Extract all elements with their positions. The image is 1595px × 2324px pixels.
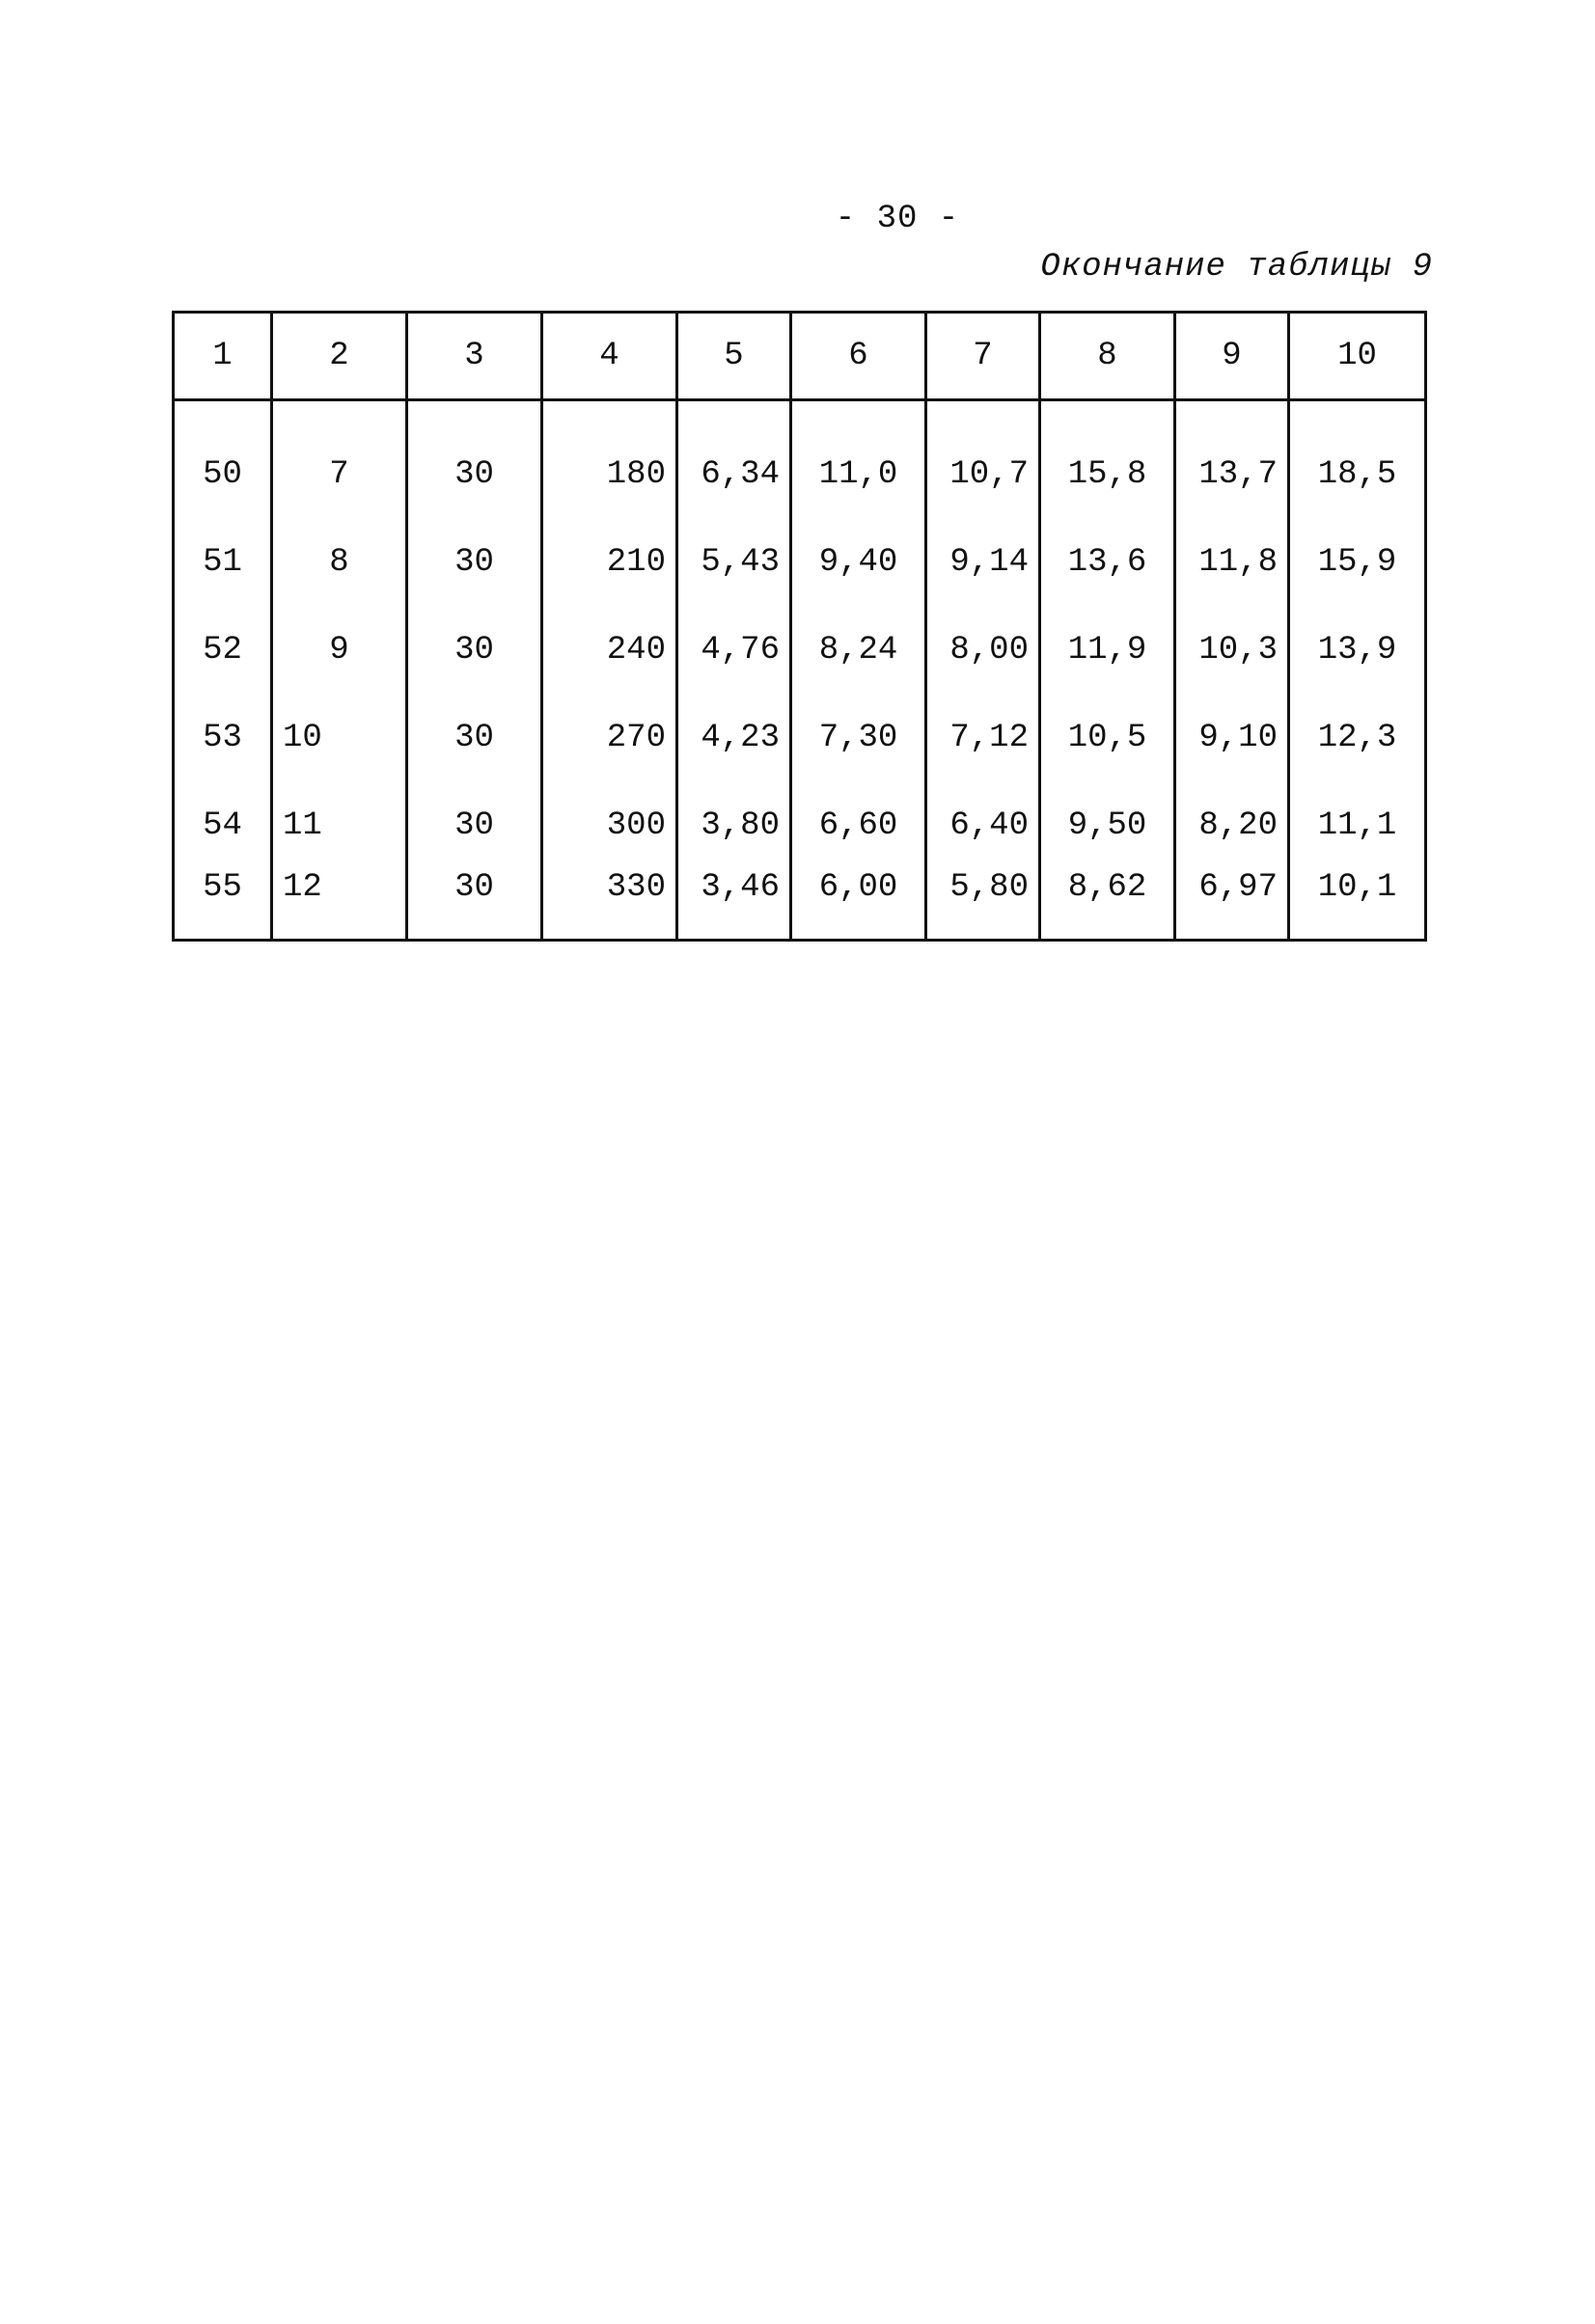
- column-header: 5: [677, 313, 791, 400]
- table-cell: 9: [272, 606, 407, 694]
- table-cell: 30: [407, 869, 542, 941]
- table-cell: 30: [407, 781, 542, 869]
- table-cell: 8,20: [1175, 781, 1289, 869]
- table-cell: 12: [272, 869, 407, 941]
- table-cell: 11,0: [791, 430, 926, 518]
- table-cell: 15,8: [1040, 430, 1175, 518]
- table-caption: Окончание таблицы 9: [1040, 249, 1433, 286]
- table-cell: 6,60: [791, 781, 926, 869]
- table-spacer-row: [174, 400, 1426, 431]
- table-cell: 300: [542, 781, 677, 869]
- table-cell: 30: [407, 430, 542, 518]
- table-cell: 6,34: [677, 430, 791, 518]
- table-cell: 210: [542, 518, 677, 606]
- table-cell: 10,5: [1040, 694, 1175, 781]
- page-number: - 30 -: [835, 201, 960, 237]
- table-row: [174, 694, 1426, 781]
- table-cell: 13,9: [1289, 606, 1426, 694]
- data-table: [172, 311, 1427, 942]
- table-cell: 7: [272, 430, 407, 518]
- table-cell: 51: [174, 518, 272, 606]
- table-cell: 10,7: [926, 430, 1040, 518]
- table-row: [174, 606, 1426, 694]
- table-cell: 8,24: [791, 606, 926, 694]
- table-cell: 30: [407, 694, 542, 781]
- column-header: 6: [791, 313, 926, 400]
- table-cell: 3,46: [677, 869, 791, 941]
- table-cell: 30: [407, 606, 542, 694]
- table-cell: 6,97: [1175, 869, 1289, 941]
- table-cell: 4,76: [677, 606, 791, 694]
- column-header: 8: [1040, 313, 1175, 400]
- table-cell: 9,40: [791, 518, 926, 606]
- table-cell: 8,62: [1040, 869, 1175, 941]
- table-container: [172, 311, 1424, 942]
- table-cell: 4,23: [677, 694, 791, 781]
- table-cell: 13,6: [1040, 518, 1175, 606]
- table-cell: 13,7: [1175, 430, 1289, 518]
- table-cell: 180: [542, 430, 677, 518]
- column-header: 4: [542, 313, 677, 400]
- table-cell: 11,8: [1175, 518, 1289, 606]
- table-cell: 15,9: [1289, 518, 1426, 606]
- table-cell: 6,00: [791, 869, 926, 941]
- column-header: 10: [1289, 313, 1426, 400]
- table-cell: 11,9: [1040, 606, 1175, 694]
- table-cell: 12,3: [1289, 694, 1426, 781]
- table-row: [174, 430, 1426, 518]
- table-cell: 11: [272, 781, 407, 869]
- table-cell: 270: [542, 694, 677, 781]
- table-cell: 52: [174, 606, 272, 694]
- table-cell: 8,00: [926, 606, 1040, 694]
- table-row: [174, 869, 1426, 941]
- table-cell: 10,1: [1289, 869, 1426, 941]
- table-cell: 7,12: [926, 694, 1040, 781]
- table-cell: 55: [174, 869, 272, 941]
- table-cell: 6,40: [926, 781, 1040, 869]
- table-cell: 10,3: [1175, 606, 1289, 694]
- table-cell: 5,43: [677, 518, 791, 606]
- column-header: 1: [174, 313, 272, 400]
- table-cell: 18,5: [1289, 430, 1426, 518]
- table-cell: 53: [174, 694, 272, 781]
- table-cell: 9,50: [1040, 781, 1175, 869]
- column-header: 9: [1175, 313, 1289, 400]
- table-cell: 240: [542, 606, 677, 694]
- table-cell: 10: [272, 694, 407, 781]
- column-header: 3: [407, 313, 542, 400]
- table-row: [174, 518, 1426, 606]
- table-cell: 9,10: [1175, 694, 1289, 781]
- table-cell: 7,30: [791, 694, 926, 781]
- column-header: 7: [926, 313, 1040, 400]
- table-cell: 330: [542, 869, 677, 941]
- table-cell: 5,80: [926, 869, 1040, 941]
- table-cell: 50: [174, 430, 272, 518]
- table-cell: 8: [272, 518, 407, 606]
- table-cell: 30: [407, 518, 542, 606]
- table-header-row: [174, 313, 1426, 400]
- column-header: 2: [272, 313, 407, 400]
- table-cell: 3,80: [677, 781, 791, 869]
- table-row: [174, 781, 1426, 869]
- table-cell: 9,14: [926, 518, 1040, 606]
- table-cell: 54: [174, 781, 272, 869]
- table-cell: 11,1: [1289, 781, 1426, 869]
